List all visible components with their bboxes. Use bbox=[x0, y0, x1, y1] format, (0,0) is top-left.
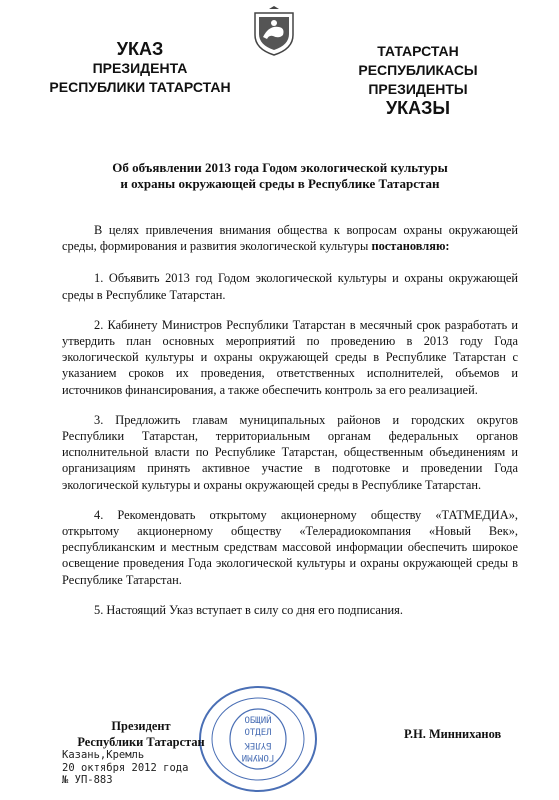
header-left-line1: УКАЗ bbox=[116, 39, 164, 59]
decree-title bbox=[60, 160, 500, 192]
header-left-line3: РЕСПУБЛИКИ ТАТАРСТАН bbox=[49, 79, 231, 95]
decree-word: постановляю: bbox=[371, 239, 450, 254]
stamp-line3: БҮЛЕК bbox=[244, 740, 272, 750]
intro-paragraph bbox=[62, 222, 518, 254]
stamp-line2: ОТДЕЛ bbox=[244, 728, 272, 738]
list-item: 4. Рекомендовать открытому акционерному обществу «ТАТМЕДИА», открытому акционерному обществу «Телерадиокомпания «Новый Век», республиканским и местным средствам массовой информации обеспечить широкое освещение проведения Года экологической культуры и охраны окружающей среды в Республике Татарстан. bbox=[62, 507, 518, 587]
header-right-block bbox=[318, 42, 518, 118]
signature-title-line2: Республики Татарстан bbox=[77, 735, 205, 749]
list-item: 2. Кабинету Министров Республики Татарстан в месячный срок разработать и утвердить план основных мероприятий по проведению в 2013 году Года экологической культуры и охраны окружающей среды в Республике Татарстан с указанием сроков их проведения, ответственных исполнителей, объемов и источников финансирования, а также обеспечить контроль за его реализацией. bbox=[62, 317, 518, 397]
signature-title-line1: Президент bbox=[111, 719, 171, 733]
header-left-line2: ПРЕЗИДЕНТА bbox=[92, 60, 188, 76]
title-line2: и охраны окружающей среды в Республике Татарстан bbox=[120, 176, 440, 191]
header-right-line2: ПРЕЗИДЕНТЫ bbox=[368, 81, 468, 97]
header-right-line3: УКАЗЫ bbox=[385, 98, 451, 118]
list-item: 1. Объявить 2013 год Годом экологической культуры и охраны окружающей среды в Республике Татарстан. bbox=[62, 271, 518, 302]
stamp-line4: ГОМУМИ bbox=[241, 752, 275, 762]
title-line1: Об объявлении 2013 года Годом экологической культуры bbox=[112, 160, 448, 175]
place-date-block bbox=[62, 749, 188, 787]
signature-title bbox=[66, 718, 216, 750]
date-line: 20 октября 2012 года bbox=[62, 761, 189, 774]
header-right-line1: ТАТАРСТАН РЕСПУБЛИКАСЫ bbox=[358, 43, 478, 78]
coat-of-arms-icon bbox=[249, 5, 299, 57]
decree-body bbox=[62, 222, 518, 632]
place-line: Казань,Кремль bbox=[62, 749, 145, 761]
signatory-name: Р.Н. Минниханов bbox=[404, 727, 502, 741]
list-item: 3. Предложить главам муниципальных районов и городских округов Республики Татарстан, территориальным органам федеральных органов исполнительной власти по Республике Татарстан, общественным объединениям и организациям принять активное участие в подготовке и проведении Года экологической культуры и охраны окружающей среды в Республике Татарстан. bbox=[62, 412, 518, 492]
header-left-block bbox=[40, 40, 240, 97]
stamp-line1: ОБЩИЙ bbox=[244, 716, 272, 726]
number-line: № УП-883 bbox=[62, 774, 113, 786]
list-item: 5. Настоящий Указ вступает в силу со дня его подписания. bbox=[94, 602, 403, 617]
intro-text: В целях привлечения внимания общества к вопросам охраны окружающей среды, формирования и развития экологической культуры bbox=[62, 223, 518, 254]
